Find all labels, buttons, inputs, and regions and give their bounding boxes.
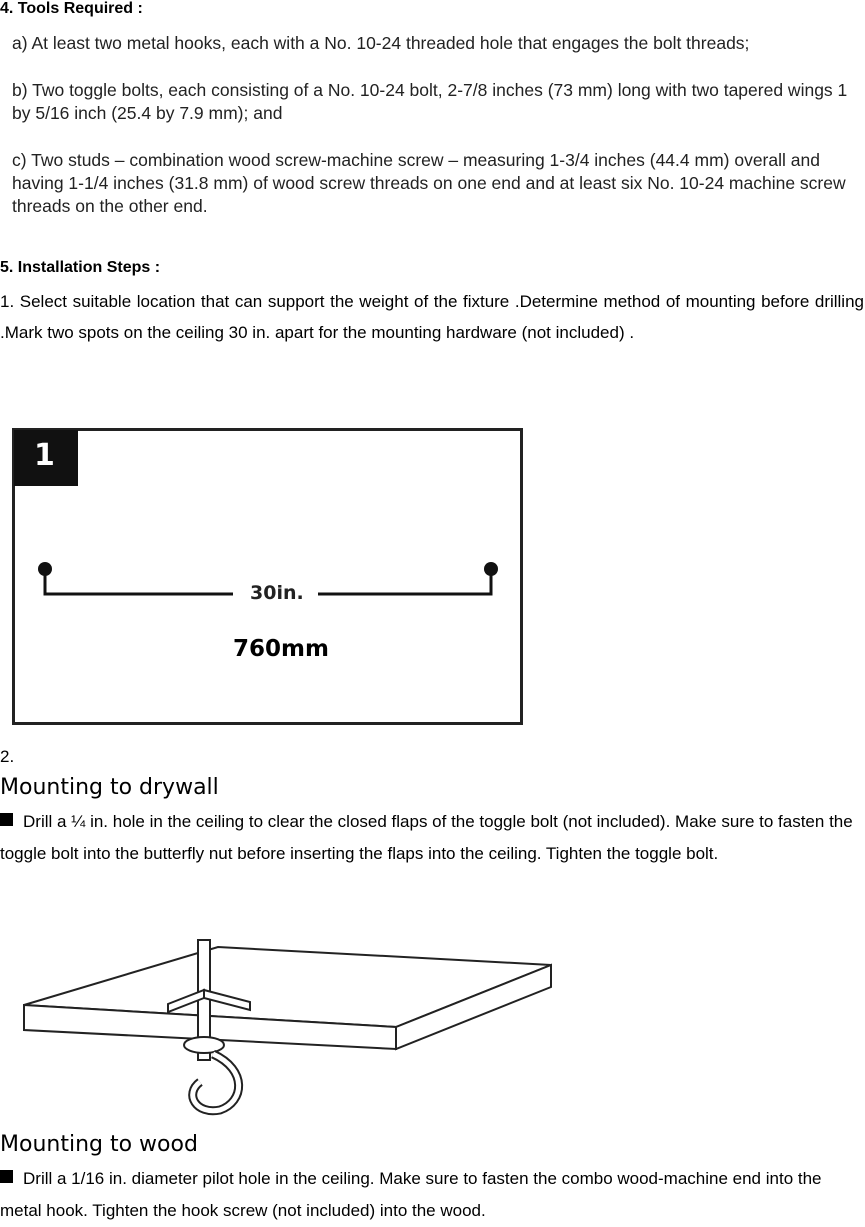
dimension-mm: 760mm <box>233 636 329 662</box>
wood-title: Mounting to wood <box>0 1132 198 1157</box>
tools-heading: 4. Tools Required : <box>0 0 143 17</box>
figure-2-drawing <box>18 932 558 1122</box>
bullet-square-icon <box>0 1170 13 1183</box>
install-heading: 5. Installation Steps : <box>0 259 161 276</box>
drywall-title: Mounting to drywall <box>0 775 219 800</box>
wood-text-body: Drill a 1/16 in. diameter pilot hole in the ceiling. Make sure to fasten the combo wood-machine end into the metal hook. Tighten the hook screw (not included) into the wood. <box>0 1169 822 1220</box>
figure-1 <box>12 428 523 725</box>
figure-1-badge-label: 1 <box>34 438 55 473</box>
ceiling-board <box>24 947 551 1049</box>
tools-item-b: b) Two toggle bolts, each consisting of a No. 10-24 bolt, 2-7/8 inches (73 mm) long with two tapered wings 1 by 5/16 inch (25.4 by 7.9 mm); and <box>12 80 848 123</box>
wood-text <box>0 1163 850 1227</box>
figure-1-frame <box>14 430 522 724</box>
drywall-text <box>0 806 864 870</box>
step1-text: 1. Select suitable location that can support the weight of the fixture .Determine method of mounting before drilling .Mark two spots on the ceiling 30 in. apart for the mounting hardware (not included) . <box>0 292 864 342</box>
tools-item-a: a) At least two metal hooks, each with a No. 10-24 threaded hole that engages the bolt threads; <box>12 33 750 53</box>
dimension-inches: 30in. <box>250 582 304 604</box>
figure-1-drawing <box>12 428 523 725</box>
drywall-text-body: Drill a ¼ in. hole in the ceiling to clear the closed flaps of the toggle bolt (not included). Make sure to fasten the toggle bolt into the butterfly nut before inserting the flaps into the ceiling. Tighten the toggle bolt. <box>0 812 853 863</box>
tools-item-c: c) Two studs – combination wood screw-machine screw – measuring 1-3/4 inches (44.4 mm) overall and having 1-1/4 inches (31.8 mm) of wood screw threads on one end and at least six No. 10-24 machine screw threads on the other end. <box>12 150 846 216</box>
figure-2 <box>18 932 558 1122</box>
tools-list <box>12 32 852 218</box>
step2-label: 2. <box>0 747 15 766</box>
bullet-square-icon <box>0 813 13 826</box>
